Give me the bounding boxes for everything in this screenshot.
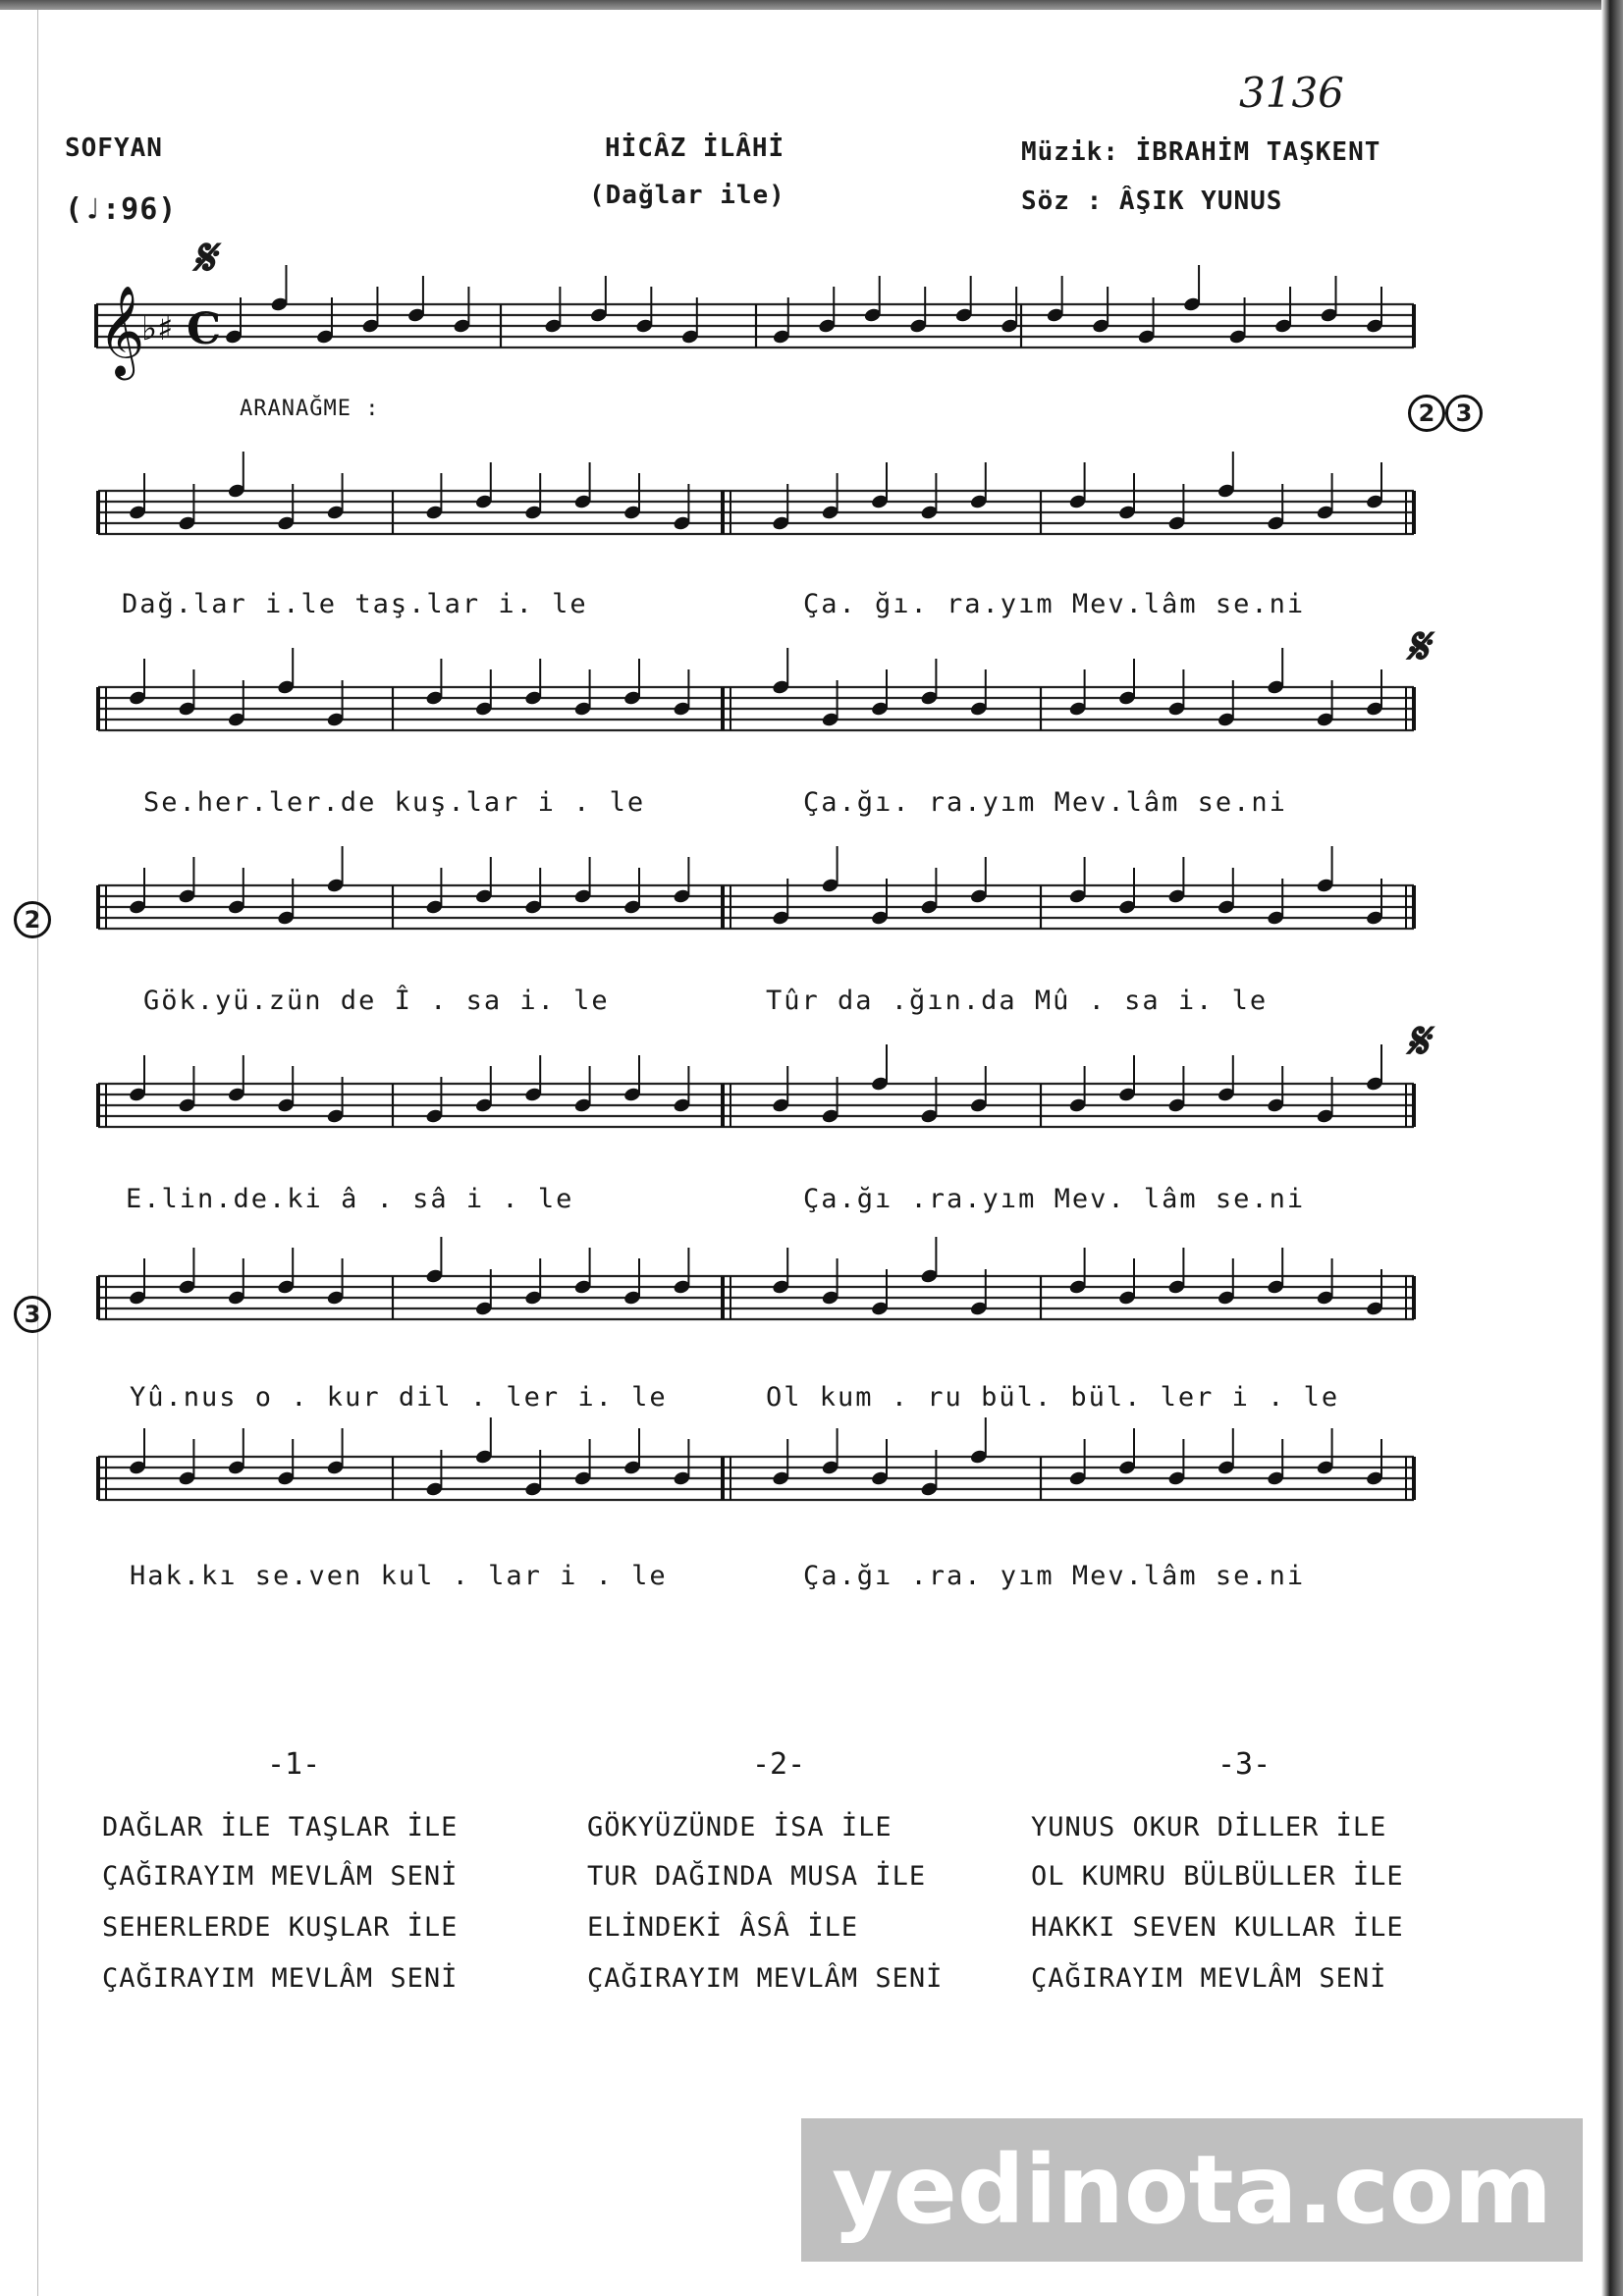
- segno-sign: 𝄋: [1406, 616, 1429, 676]
- verse-marker-2: 2: [14, 901, 51, 938]
- verse-line: ÇAĞIRAYIM MEVLÂM SENİ: [1031, 1963, 1387, 1994]
- lyric-line-6-left: Hak.kı se.ven kul . lar i . le: [130, 1561, 668, 1591]
- lyric-line-1-right: Ça. ğı. ra.yım Mev.lâm se.ni: [803, 589, 1306, 619]
- aranagme-label: ARANAĞME :: [240, 397, 380, 421]
- lyric-line-1-left: Dağ.lar i.le taş.lar i. le: [122, 589, 588, 619]
- segno-sign: 𝄋: [192, 228, 215, 288]
- treble-clef: 𝄞: [98, 285, 145, 376]
- watermark-text: yedinota.com: [832, 2135, 1552, 2245]
- lyric-line-6-right: Ça.ğı .ra. yım Mev.lâm se.ni: [803, 1561, 1306, 1591]
- lyrics-credit: Söz : ÂŞIK YUNUS: [1021, 187, 1283, 216]
- verse-line: GÖKYÜZÜNDE İSA İLE: [587, 1812, 893, 1842]
- music-credit: Müzik: İBRAHİM TAŞKENT: [1021, 137, 1381, 167]
- verse-line: DAĞLAR İLE TAŞLAR İLE: [102, 1812, 459, 1842]
- verse-number: -1-: [267, 1747, 321, 1782]
- time-signature: C: [187, 304, 222, 354]
- verse-number: -3-: [1217, 1747, 1271, 1782]
- lyric-line-5-right: Ol kum . ru bül. bül. ler i . le: [766, 1382, 1340, 1413]
- verse-line: OL KUMRU BÜLBÜLLER İLE: [1031, 1861, 1404, 1892]
- lyric-line-5-left: Yû.nus o . kur dil . ler i. le: [130, 1382, 668, 1413]
- verse-line: ÇAĞIRAYIM MEVLÂM SENİ: [102, 1963, 459, 1994]
- lyric-line-2-right: Ça.ğı. ra.yım Mev.lâm se.ni: [803, 787, 1287, 818]
- lyric-line-2-left: Se.her.ler.de kuş.lar i . le: [143, 787, 646, 818]
- lyric-line-3-right: Tûr da .ğın.da Mû . sa i. le: [766, 986, 1269, 1016]
- key-signature: ♭♯: [141, 309, 174, 348]
- song-subtitle: (Dağlar ile): [589, 181, 785, 210]
- verse-line: HAKKI SEVEN KULLAR İLE: [1031, 1912, 1404, 1943]
- verse-marker-3: 3: [14, 1296, 51, 1333]
- song-title: HİCÂZ İLÂHİ: [605, 133, 785, 163]
- verse-line: YUNUS OKUR DİLLER İLE: [1031, 1812, 1387, 1842]
- makam-label: SOFYAN: [65, 133, 163, 163]
- repeat-circle-2: 2: [1408, 395, 1445, 432]
- repeat-circle-3: 3: [1445, 395, 1483, 432]
- segno-sign: 𝄋: [1406, 1011, 1429, 1071]
- lyric-line-4-left: E.lin.de.ki â . sâ i . le: [126, 1184, 574, 1214]
- verse-line: ELİNDEKİ ÂSÂ İLE: [587, 1912, 859, 1943]
- verse-number: -2-: [752, 1747, 806, 1782]
- lyric-line-4-right: Ça.ğı .ra.yım Mev. lâm se.ni: [803, 1184, 1306, 1214]
- verse-line: SEHERLERDE KUŞLAR İLE: [102, 1912, 459, 1943]
- lyric-line-3-left: Gök.yü.zün de Î . sa i. le: [143, 986, 610, 1016]
- verse-line: ÇAĞIRAYIM MEVLÂM SENİ: [102, 1861, 459, 1892]
- catalog-number: 3136: [1239, 69, 1344, 117]
- verse-line: TUR DAĞINDA MUSA İLE: [587, 1861, 927, 1892]
- tempo-label: (♩:96): [65, 192, 178, 227]
- verse-line: ÇAĞIRAYIM MEVLÂM SENİ: [587, 1963, 944, 1994]
- watermark-banner: [801, 2118, 1583, 2262]
